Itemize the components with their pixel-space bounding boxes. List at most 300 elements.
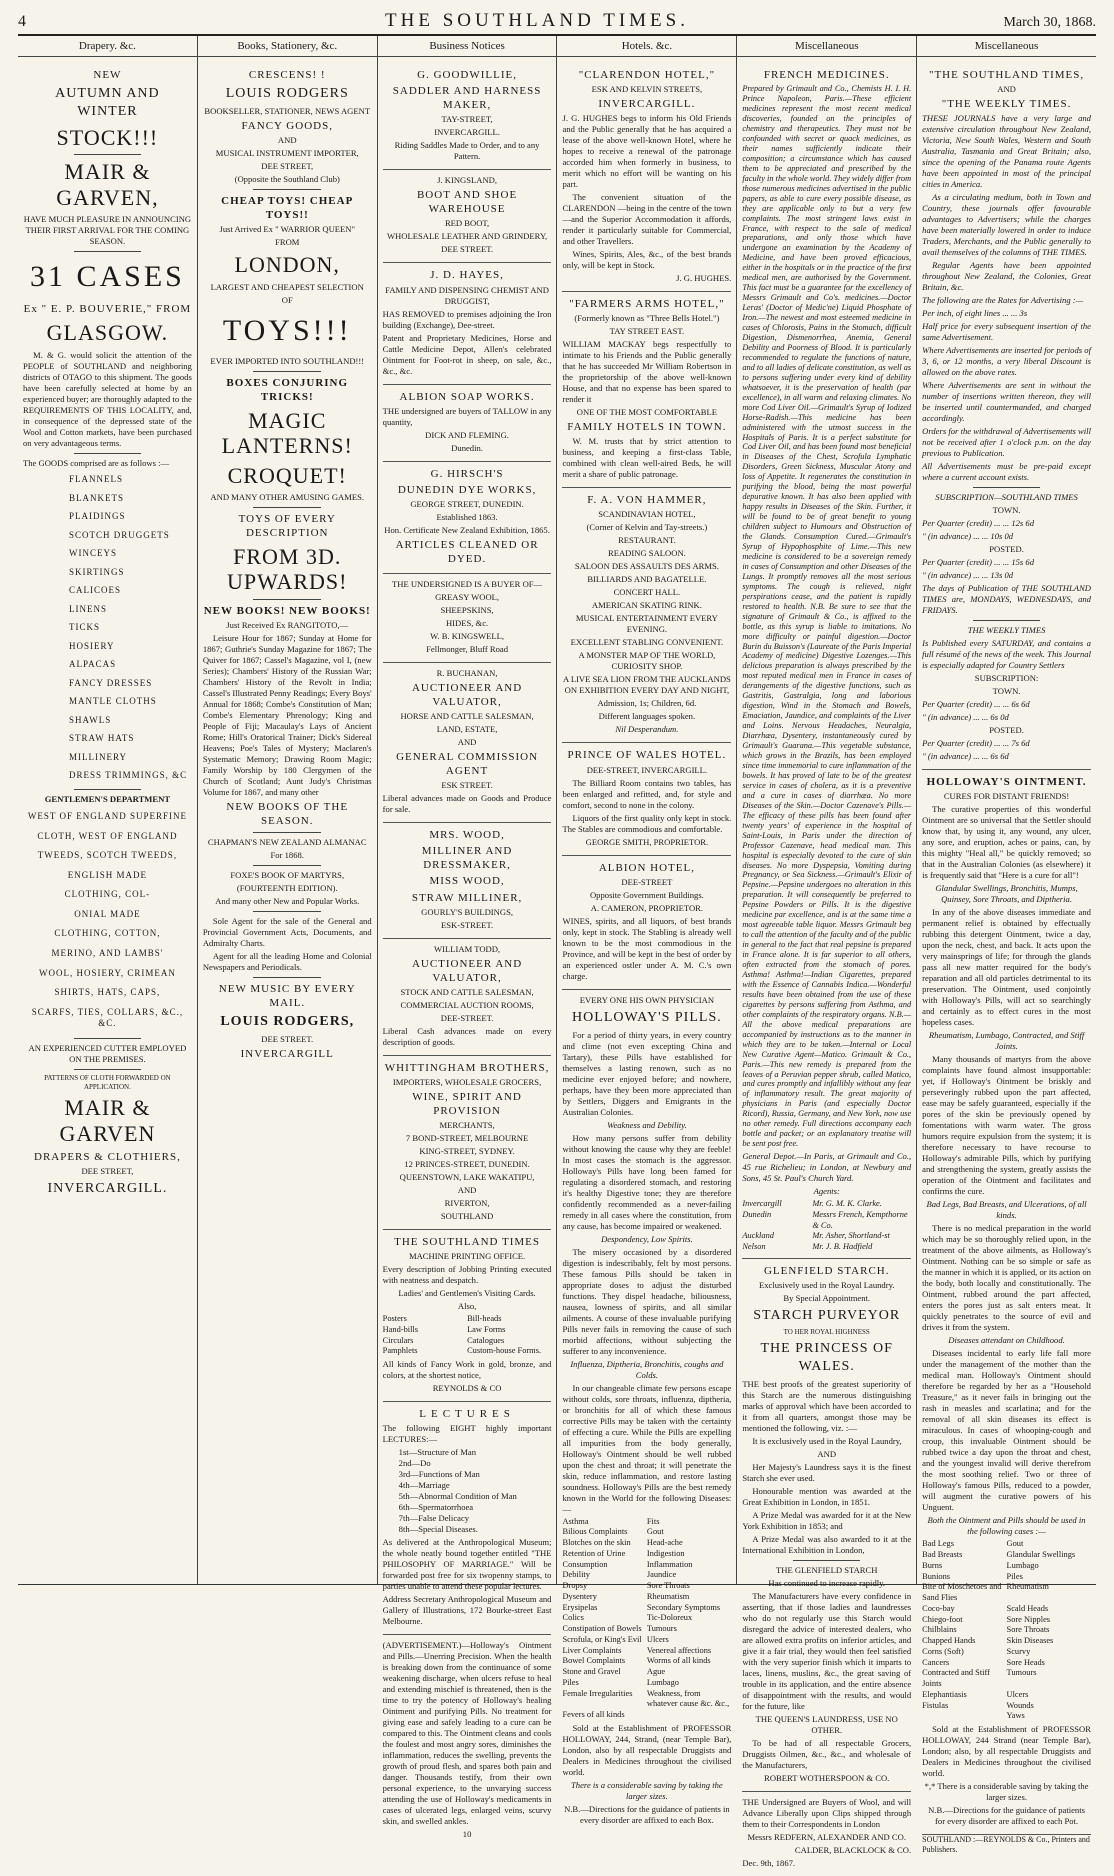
list-item: Custom-house Forms. (467, 1346, 542, 1356)
list-item: 8th—Special Diseases. (398, 1524, 478, 1535)
ad-text: HORSE AND CATTLE SALESMAN, (400, 711, 534, 722)
ad-body: As delivered at the Anthropological Museum; the whole neatly bound together entitled "THE PHILOSOPHY OF MARRIAGE." Will be forwarded post free for six twopenny stamps, to parties unable to attend these popular lectures. (382, 1537, 552, 1592)
list-item: Scurvy (1006, 1646, 1031, 1656)
agents-table (742, 1199, 911, 1253)
ad-text: KING-STREET, SYDNEY. (419, 1146, 515, 1157)
ad-body: Per inch, of eight lines ... ... 3s (922, 308, 1028, 319)
list-item: Law Forms (467, 1324, 506, 1334)
list-item: Cancers (922, 1657, 950, 1667)
ad-headline: WHITTINGHAM BROTHERS, (384, 1061, 550, 1074)
louis-rodgers-ad (203, 63, 372, 1068)
ad-text: ESK-STREET. (441, 919, 494, 930)
ad-body: It is exclusively used in the Royal Laundry, (752, 1435, 902, 1446)
ad-body: Sole Agent for the sale of the General and Provincial Government Acts, Documents, and Admiralty Charts. (202, 916, 372, 949)
ad-text: GEORGE STREET, DUNEDIN. (410, 498, 524, 509)
divider (74, 453, 142, 454)
ad-text: Fellmonger, Bluff Road (426, 643, 508, 654)
ad-headline: 31 CASES (29, 259, 185, 293)
divider (253, 189, 321, 190)
todd-ad (383, 939, 552, 1056)
ad-body: A Prize Medal was awarded for it at the New York Exhibition in 1853; and (742, 1509, 912, 1531)
newspaper-title: THE SOUTHLAND TIMES. (385, 10, 689, 31)
wood-ad (383, 823, 552, 938)
ad-text: Admission, 1s; Children, 6d. (597, 698, 697, 709)
ad-text: INVERCARGILL. (598, 98, 696, 111)
ad-text: EVERY ONE HIS OWN PHYSICIAN (579, 994, 715, 1005)
ad-body: WILLIAM MACKAY begs respectfully to intimate to his Friends and the Public generally that he has succeeded Mr William Robertson in the proprietorship of the above well-known House, and that no expense has been spared to render it (562, 339, 732, 405)
ad-headline: "THE SOUTHLAND TIMES, (928, 69, 1085, 82)
ad-text: Riding Saddles Made to Order, and to any Pattern. (394, 140, 540, 162)
list-item: Ulcers (646, 1634, 669, 1644)
ad-headline: HOLLOWAY'S PILLS. (572, 1009, 722, 1025)
list-item: Sore Throats (646, 1581, 690, 1591)
ad-text: AN EXPERIENCED CUTTER EMPLOYED ON THE PREMISES. (28, 1042, 187, 1064)
ad-text: SOUTHLAND (440, 1211, 494, 1222)
holloways-pills-ad (562, 990, 731, 1833)
list-item: Pamphlets (382, 1346, 418, 1356)
ad-text: RESTAURANT. (618, 535, 676, 546)
divider (253, 865, 321, 866)
ad-headline: CROQUET! (227, 462, 347, 488)
column-heading: Drapery. &c. (18, 36, 197, 57)
ad-text: For 1868. (270, 850, 304, 861)
mair-garven-ad (23, 63, 192, 1206)
ad-text: AND MANY OTHER AMUSING GAMES. (210, 492, 365, 503)
list-item: HOSIERY (69, 640, 115, 651)
ad-text: IMPORTERS, WHOLESALE GROCERS, (392, 1076, 542, 1087)
list-item: Bowel Complaints (562, 1656, 626, 1666)
list-item: DRESS TRIMMINGS, &C (69, 770, 188, 781)
list-item: CLOTHING, COTTON, (54, 928, 161, 939)
ad-text: DEE-STREET (621, 876, 673, 887)
column-drapery (18, 36, 198, 1584)
column-heading: Miscellaneous (917, 36, 1096, 57)
ad-text: ROBERT WOTHERSPOON & CO. (764, 1772, 890, 1783)
rate-line: " (in advance) ... ... 6s 0d (922, 712, 1009, 723)
ad-body: Wines, Spirits, Ales, &c., of the best brands only, will be kept in Stock. (562, 249, 732, 271)
agent-name: Mr. Asher, Shortland-st (812, 1231, 890, 1241)
list-item: PLAIDINGS (69, 511, 126, 522)
ad-text: POSTED. (989, 544, 1024, 555)
ad-headline: F. A. VON HAMMER, (587, 494, 707, 507)
ad-text: COMMERCIAL AUCTION ROOMS, (400, 999, 534, 1010)
list-item: WEST OF ENGLAND SUPERFINE (27, 811, 187, 822)
ad-text: Dec. 9th, 1867. (742, 1857, 796, 1868)
list-item: Constipation of Bowels (562, 1624, 642, 1634)
ad-text: MILLINER AND DRESSMAKER, (421, 845, 513, 872)
ad-text: ESK AND KELVIN STREETS, (591, 84, 703, 95)
list-item: Ulcers (1006, 1689, 1029, 1699)
list-item: Worms of all kinds (646, 1656, 711, 1666)
ad-text: Different languages spoken. (598, 711, 696, 722)
ad-text: INVERCARGILL. (47, 1181, 168, 1197)
ad-body: The curative properties of this wonderful Ointment are so universal that the Settler should know that, by using it, any wound, any ulcer, any sore, and eruption, aches or pains, can, by this mighty "Heal all," be quickly removed; so that in the Australian Colonies (as elsewhere) it is frequently said that "Here is a cure for all"! (922, 804, 1091, 881)
ad-text: (FOURTEENTH EDITION). (236, 883, 338, 894)
ad-headline: THE SOUTHLAND TIMES (394, 1236, 541, 1249)
ad-body: Many thousands of martyrs from the above complaints have found almost insupportable: yet, if Holloway's Ointment be briskly and perseveringly rubbed upon the part affected, ease may be safely guaranteed, especially if the pores of the skin be previously opened by fomentations with warm water. The gross humors require expulsion from the system; it is therefore necessary to have recourse to Holloway's admirable Pills, which by purifying and strengthening the system, greatly assists the operation of the Ointment and facilitates and confirms the cure. (922, 1054, 1091, 1197)
ad-body: Prepared by Grimault and Co., Chemists H. I. H. Prince Napoleon, Paris.—These efficient medicines represent the most recent medical discoveries, founded on the principles of chemistry and therapeutics. They must not be confounded with secret or quack medicines, as their names sufficiently indicate their composition; a circumstance which has caused them to be appreciated and prescribed by the faculty in the whole world. They widely differ from those numerous medicines advertised in the public papers, as able to cure every possible disease, as they are applicable only to but a very few complaints. The most stringent laws exist in France, with respect to the sale of medical preparations, and only those which have undergone an examination by the Academy of Medicine, and have been proved efficacious, either in the hospitals or in the practice of the first medical men, are authorised by the Government. This fact must be a guarantee for the excellency of Messrs Grimault and Co's. medicines.—Doctor Leras' (Doctor of Medic'ne) Liquid Phosphate of Iron.—The newest and most esteemed medicine in cases of Chlorosis, Pains in the Stomach, difficult Digestion, Dismenorrhea, Anemia, General Debility and Poorness of Blood. It is particularly recommended to regulate the functions of nature, and to all ladies of delicate constitution, as well as to persons suffering under every kind of debility whatsoever, it is the preservation of health (par excellence), in all warm and relaxing climates. No more Cod Liver Oil.—Grimault's Syrup of Iodized Horse-Radish.—This medicine has been administered with the utmost success in the Hospitals of Paris. It is a perfect substitute for Cod Liver Oil, and has been found most beneficial in Diseases of the Chest, Scrofula Lymphatic Disorders, Green Sickness, Muscular Atony and loss of Appetite. It regenerates the constitution in purifying the blood, being the most powerful depurative known. It has also been applied with happy results in Diseases of the Skin. Further, it will be found to be of great benefit to young children subject to Humours and Obstruction of the Glands. Consumption Cured.—Grimault's Syrup of Hypophosphite of Lime.—This new medicine is considered to be a sovereign remedy in cases of Consumption and other Diseases of the Lungs. It promptly removes all the most serious symptoms. The cough is relieved, night perspirations cease, and the patient is rapidly restored to health. N.B. Be sure to see that the signature of Grimault & Co., is affixed to the bottle, as this syrup is liable to imitations. No more difficulty or painful digestion.—Doctor Burin du Buisson's (Laureate of the Paris Imperial Academy of medicine) Digestive Lozenges.—This delicious preparation is always prescribed by the most reputed medical men in France in cases of derangements of the digestive functions, such as Gastritis, Gastralgia, long and laborious digestion, Wind in the Stomach and Bowels, Emaciation, Jaundice, and complaints of the Liver and Loins. Nervous Headaches, Neuralgia, Diarrhæa, Dysentery, instantaneously cured by Grimault's Guarana.—This vegetable substance, which grows in the Brazils, has been employed since time immemorial to cure inflammation of the bowels. It has proved of late to be of the greatest service in cases of cholera, as it is a preventive and a cure in cases of diarrhæa. No more Diseases of the Skin.—Doctor Cazenave's Pills.—The efficacy of these pills has been found after twenty years' of experience in the hospital of Saint-Louis, in Paris under the direction of Professor Cazenave, head medical man. This hospital is especially devoted to the cure of skin diseases. No more Dyspepsia, Vomiting during Pregnancy, or Sea Sickness.—Grimault's Elixir of Pepsine.—Pepsine undergoes no alteration in this preparation. It will consequently be preferred to Pepsine Powders or Pills. It is the digestive medicine par excellence, and is at the same time a most agreeable table liquor. Messrs Grimault beg to call the attention of the faculty and of the public in general to the fact that real pepsine is prepared in France alone. It is far superior to all others, often extracted from the stomach of pores. Asthma! Asthma!—Indian Cigarettes, prepared with the Essence of Cannabis Indica.—Wonderful results have been obtained from the use of these cigarettes by persons suffering from Asthma, and other complaints of the respiratory organs. N.B.—All the above medical preparations are accompanied by instructions as to the manner in which they are to be taken.—Internal or Local New Curative Agent—Matico. Grimault & Co., Paris.—This new remedy is prepared from the leaves of a Peruvian pepper shrub, called Matico, and cures promptly and infallibly without any fear of inflammatory result. The great majority of physicians in Paris (and especially Doctor Ricord), Russia, Germany, and New York, now use no other remedy. Full directions accompany each bottle and packet; or an explanatory treatise will be sent post free. (742, 84, 912, 1149)
ad-body: The convenient situation of the CLARENDON —being in the centre of the town—and the Superior Accommodation it affords, render it particularly suitable for Commercial, and other Travellers. (562, 192, 732, 247)
ad-text: SADDLER AND HARNESS MAKER, (392, 85, 542, 112)
list-item: Wounds (1006, 1700, 1034, 1710)
ad-body: Every description of Jobbing Printing executed with neatness and despatch. (382, 1264, 552, 1286)
ad-text: AND (457, 737, 477, 748)
ad-body: The following EIGHT highly important LECTURES:— (382, 1423, 552, 1445)
list-item: WINCEYS (69, 548, 117, 559)
ad-headline: G. HIRSCH'S (430, 467, 504, 480)
ad-text: AMERICAN SKATING RINK. (591, 600, 702, 611)
list-item (922, 1711, 1006, 1722)
ad-text: Established 1863. (436, 511, 498, 522)
ad-text: AND (457, 1185, 477, 1196)
column-heading: Miscellaneous (737, 36, 916, 57)
ad-text: There is a considerable saving by taking the larger sizes. (571, 1779, 723, 1801)
gents-list (23, 807, 192, 1033)
diseases-grid (562, 1517, 731, 1721)
ad-text: AUCTIONEER AND VALUATOR, (411, 681, 523, 709)
ad-text: DEE-STREET. (440, 1012, 494, 1023)
list-item: Hand-bills (382, 1324, 419, 1334)
ad-text: BOOT AND SHOE WAREHOUSE (416, 189, 518, 216)
page-number: 4 (18, 13, 26, 30)
column-heading: Books, Stationery, &c. (198, 36, 377, 57)
ad-text: SCANDINAVIAN HOTEL, (598, 509, 696, 520)
ad-subhead: SUBSCRIPTION—SOUTHLAND TIMES (935, 492, 1078, 503)
list-item: SKIRTINGS (69, 566, 125, 577)
column-hotels (557, 36, 737, 1825)
ad-text: THE UNDERSIGNED IS A BUYER OF— (391, 578, 543, 589)
ad-text: N.B.—Directions for the guidance of patients for every disorder are affixed to each Pot. (928, 1805, 1085, 1827)
list-item: 1st—Structure of Man (398, 1447, 476, 1458)
ad-text: POSTED. (989, 725, 1024, 736)
ad-headline: BOXES CONJURING TRICKS! (226, 376, 349, 404)
list-item: WOOL, HOSIERY, CRIMEAN (38, 967, 176, 978)
ad-text: MUSICAL ENTERTAINMENT EVERY EVENING. (575, 613, 718, 635)
agent-name: Messrs French, Kempthorne & Co. (812, 1209, 908, 1230)
ad-headline: G. GOODWILLIE, (417, 69, 517, 82)
list-item: Bite of Moschetoes and Sand Flies (922, 1582, 1002, 1603)
column-misc-1 (737, 36, 917, 1868)
ad-body: In our changeable climate few persons escape without colds, sore throats, influenza, diptheria, or bronchitis for all of which these famous corrective Pills may be taken with the certainty of effecting a cure. While the Pills are expelling all impurities from the body generally, Holloway's Ointment should be well rubbed upon the chest and throat; it will penetrate the skin, reduce inflammation, and restore lasting soundness. Holloway's Pills are the best remedy known in the World for the following Diseases:— (562, 1382, 732, 1514)
ad-text: AND (997, 84, 1016, 95)
list-item: Jaundice (646, 1570, 677, 1580)
ad-headline: PRINCE OF WALES HOTEL. (567, 749, 727, 762)
ad-body: The days of Publication of THE SOUTHLAND TIMES are, MONDAYS, WEDNESDAYS, and FRIDAYS. (922, 583, 1091, 616)
ad-subhead: Influenza, Diptheria, Bronchitis, coughs and Colds. (570, 1358, 724, 1380)
rate-line: Per Quarter (credit) ... ... 15s 6d (922, 557, 1035, 568)
list-item: Lumbago (1006, 1560, 1039, 1570)
ad-text: RIVERTON, (444, 1198, 490, 1209)
ad-body: The Billiard Room contains two tables, has been enlarged and refitted, and, for style and comfort, second to none in the colony. (562, 777, 732, 810)
ad-text: DICK AND FLEMING. (425, 429, 509, 440)
ad-text: (Formerly known as "Three Bells Hotel.") (574, 313, 720, 324)
ad-text: TOYS OF EVERY DESCRIPTION (238, 513, 336, 540)
ad-body: Half price for every subsequent insertion of the same Advertisement. (922, 321, 1091, 343)
list-item: Chapped Hands (922, 1636, 976, 1646)
list-item: Sore Nipples (1006, 1614, 1051, 1624)
divider (253, 911, 321, 912)
divider (253, 371, 321, 372)
list-item: Chiego-foot (922, 1614, 963, 1624)
ad-headline: GLASGOW. (46, 320, 169, 346)
ad-text: Nil Desperandum. (615, 724, 679, 735)
list-item: Dropsy (562, 1581, 588, 1591)
ad-text: TAY-STREET, (441, 114, 493, 125)
list-item: MANTLE CLOTHS (69, 696, 157, 707)
list-item: SCOTCH DRUGGETS (69, 529, 170, 540)
ad-headline: J. D. HAYES, (430, 269, 504, 282)
ad-body: All kinds of Fancy Work in gold, bronze, and colors, at the shortest notice, (382, 1359, 552, 1381)
ad-body: THESE JOURNALS have a very large and extensive circulation throughout New Zealand, Victoria, New South Wales, Western and South Australia, Tasmania and Great Britain; also, since the opening of the Panama route Agents have been appointed in most of the principal cities in America. (922, 113, 1091, 190)
print-types-grid (383, 1314, 552, 1357)
ad-text: STRAW MILLINER, (411, 891, 523, 904)
list-item: Ague (646, 1667, 666, 1677)
list-item: TWEEDS, SCOTCH TWEEDS, (37, 850, 178, 861)
ad-text: Messrs REDFERN, ALEXANDER AND CO. (747, 1831, 906, 1842)
issue-date: March 30, 1868. (1003, 15, 1096, 30)
agent-town: Dunedin (742, 1209, 772, 1219)
ad-headline: "THE WEEKLY TIMES. (941, 98, 1072, 111)
ad-body: In any of the above diseases immediate and permanent relief is obtained by effectually rubbing this detergent Ointment, twice a day, upon the neck, chest, and back. It acts upon the very mainsprings of life; for through the glands pass all new matter required for the body's reparation and all old particles detrimental to its preservation. The Ointment, used conjointly with Holloway's Pills, will act so searchingly and certainly as to effect cures in the most hopeless cases. (922, 907, 1091, 1028)
column-heading: Business Notices (378, 36, 557, 57)
ad-headline: LOUIS RODGERS, (220, 1014, 355, 1030)
goods-list (23, 471, 192, 786)
ad-headline: THE PRINCESS OF WALES. (760, 1340, 893, 1374)
list-item: Scald Heads (1006, 1603, 1049, 1613)
ad-text: Hon. Certificate New Zealand Exhibition, 1865. (384, 524, 550, 535)
ad-body: THE Undersigned are Buyers of Wool, and will Advance Liberally upon Clips shipped through them to their Correspondents in London (742, 1796, 912, 1829)
ad-text: FANCY GOODS, (241, 120, 333, 133)
ad-text: J. G. HUGHES. (676, 273, 732, 284)
list-item: Tumours (1006, 1668, 1037, 1678)
albion-soap-ad (383, 385, 552, 462)
ad-headline: LECTURES (419, 1408, 515, 1421)
agent-town: Nelson (742, 1242, 766, 1252)
ad-headline: CHEAP TOYS! CHEAP TOYS!! (221, 195, 354, 222)
wool-buyers-ad (742, 1792, 911, 1876)
ad-headline: NEW BOOKS! NEW BOOKS! (203, 604, 371, 617)
list-item: Venereal affections (646, 1645, 712, 1655)
ad-body: Diseases incidental to early life fall more under the management of the mother than the medical man. Holloway's Ointment should therefore be regarded by her as a "Household Treasure," as it never fails in bringing out the rash in measles and scarlatina; and for the removal of all skin diseases its effect is miraculous. In cases of whooping-cough and croup, this invaluable Ointment should be rubbed twice a day upon the throat and chest, and the youngest invalid will derive therefrom the most soothing relief. Two or three of Holloway's famous Pills, reduced to a powder, will augment the curative powers of his Unguent. (922, 1348, 1091, 1513)
columns (18, 36, 1096, 1868)
list-item: Burns (922, 1560, 943, 1570)
ad-text: FAMILY AND DISPENSING CHEMIST AND DRUGGIST, (385, 284, 549, 306)
ad-body: Sold at the Establishment of PROFESSOR HOLLOWAY, 244, Strand, (near Temple Bar), London, also by all respectable Druggists and Dealers in Medicines throughout the civilised world. (562, 1722, 732, 1777)
list-item: ENGLISH MADE (67, 869, 148, 880)
ad-body: Where Advertisements are sent in without the number of insertions written thereon, they will be inserted until countermanded, and charged accordingly. (922, 380, 1091, 424)
list-item: Gout (646, 1527, 664, 1537)
ad-text: *,* There is a considerable saving by taking the larger sizes. (924, 1781, 1089, 1803)
ad-body: The misery occasioned by a disordered digestion is indescribably, felt by most persons. These famous Pills should be taken in appropriate doses to adjust the disturbed functions. They dispel headache, biliousness, nausea, lowness of spirits, and all similar ailments. A course of these invaluable purifying Pills never fails in removing the cause of such morbid affections, without subjecting the sufferer to any inconvenience. (562, 1246, 732, 1356)
rate-line: " (in advance) ... ... 10s 0d (922, 531, 1014, 542)
ad-text: DEE-STREET, INVERCARGILL. (586, 764, 708, 775)
list-item: Bad Breasts (922, 1550, 963, 1560)
farmers-arms-ad (562, 292, 731, 488)
prince-of-wales-hotel-ad (562, 743, 731, 855)
ad-text: DEE STREET. (441, 244, 493, 255)
ad-text: PATTERNS OF CLOTH FORWARDED ON APPLICATION. (44, 1073, 171, 1091)
ad-text: TO HER ROYAL HIGHNESS (783, 1327, 870, 1336)
ad-body: Liberal advances made on Goods and Produce for sale. (382, 793, 552, 815)
ad-headline: MAIR & GARVEN, (56, 159, 159, 210)
list-item: Head-ache (646, 1538, 683, 1548)
list-item: Fits (646, 1516, 660, 1526)
list-item: Rheumatism (1006, 1582, 1049, 1592)
list-item: Dysentery (562, 1591, 597, 1601)
ad-text: SUBSCRIPTION: (974, 673, 1039, 684)
agent-town: Auckland (742, 1231, 774, 1241)
ad-text: Ex " E. P. BOUVERIE," FROM (23, 303, 192, 316)
ad-body: To be had of all respectable Grocers, Druggists Oilmen, &c., &c., and wholesale of the Manufacturers, (742, 1737, 912, 1770)
ad-subhead: Both the Ointment and Pills should be used in the following cases :— (927, 1515, 1086, 1537)
goodwillie-ad (383, 63, 552, 170)
ad-text: Just Received Ex RANGITOTO,— (226, 619, 349, 630)
list-item: STRAW HATS (69, 733, 135, 744)
divider (253, 977, 321, 978)
ad-body: The following are the Rates for Advertising :— (922, 295, 1084, 306)
divider (253, 832, 321, 833)
ad-text: LAND, ESTATE, (436, 724, 498, 735)
printing-office-ad (383, 1230, 552, 1402)
list-item: Retention of Urine (562, 1548, 626, 1558)
ad-text: STOCK AND CATTLE SALESMAN, (400, 986, 534, 997)
list-item: Liver Complaints (562, 1645, 622, 1655)
holloway-notice (383, 1635, 552, 1847)
ad-subhead: Bad Legs, Bad Breasts, and Ulcerations, of all kinds. (926, 1199, 1087, 1221)
ad-body: General Depot.—In Paris, at Grimault and Co., 45 rue Richelieu; in London, at Newbury and Sons, 45 St. Paul's Church Yard. (742, 1151, 912, 1184)
ad-text: TAY STREET EAST. (609, 326, 685, 337)
ad-text: SHEEPSKINS, (440, 604, 494, 615)
ad-text: Dunedin. (451, 442, 483, 453)
ad-body: Address Secretary Anthropological Museum and Gallery of Illustrations, 172 Bourke-street East Melbourne. (382, 1594, 552, 1627)
ad-text: Agents: (813, 1186, 840, 1197)
ad-text: DEE STREET. (261, 1034, 314, 1045)
ad-text: CHAPMAN'S NEW ZEALAND ALMANAC (207, 837, 367, 848)
list-item: Tic-Doloreux (646, 1613, 693, 1623)
list-item: 5th—Abnormal Condition of Man (398, 1491, 517, 1502)
ad-headline: R. BUCHANAN, (436, 667, 498, 678)
column-heading: Hotels. &c. (557, 36, 736, 57)
list-item: Contracted and Stiff Joints (922, 1668, 990, 1689)
list-item: Asthma (562, 1516, 589, 1526)
list-item: 4th—Marriage (398, 1480, 450, 1491)
ad-headline: THE GLENFIELD STARCH (775, 1564, 878, 1575)
ad-body: Is Published every SATURDAY, and contains a full résumé of the news of the week. This Journal is especially adapted for Country Settlers (922, 638, 1091, 671)
list-item: SHAWLS (69, 714, 112, 725)
ad-text: Exclusively used in the Royal Laundry. (758, 1279, 895, 1290)
ad-body: Liberal Cash advances made on every description of goods. (382, 1025, 552, 1047)
ad-text: ARTICLES CLEANED OR DYED. (395, 538, 539, 565)
ad-subhead: Glandular Swellings, Bronchitis, Mumps, Quinsey, Sore Throats, and Diptheria. (935, 883, 1078, 905)
ad-text: DUNEDIN DYE WORKS, (397, 483, 537, 496)
ad-text: N.B.—Directions for the guidance of patients in every disorder are affixed to each Box. (564, 1803, 730, 1825)
masthead (18, 10, 1096, 36)
ad-text: BILLIARDS AND BAGATELLE. (587, 574, 707, 585)
rate-line: " (in advance) ... ... 13s 0d (922, 570, 1014, 581)
ad-body: A Prize Medal was also awarded to it at the International Exhibition in London, (742, 1533, 912, 1555)
ad-body: Liquors of the first quality only kept in stock. The Stables are commodious and comfortable. (562, 812, 732, 834)
ad-text: 7 BOND-STREET, MELBOURNE (405, 1133, 529, 1144)
list-item: Erysipelas (562, 1602, 598, 1612)
french-medicines-ad (742, 63, 911, 1259)
ad-text: LARGEST AND CHEAPEST SELECTION (210, 281, 364, 292)
southland-times-terms (922, 63, 1091, 770)
ad-text: FROM (275, 237, 300, 248)
ad-text: (Corner of Kelvin and Tay-streets.) (586, 522, 708, 533)
ad-text: NEW (93, 69, 122, 82)
ad-headline: ALBION SOAP WORKS. (399, 390, 535, 403)
whittingham-ad (383, 1056, 552, 1230)
ad-text: GOURLY'S BUILDINGS, (421, 906, 514, 917)
list-item: CALICOES (69, 585, 122, 596)
cases-grid (922, 1539, 1091, 1722)
ad-body: There is no medical preparation in the world which may be so thoroughly relied upon, in the treatment of the above ailments, as Holloway's Ointment. Nothing can be so simple or safe as the manner in which it is applied, or its action on the body, both locally and constitutionally. The Ointment, rubbed around the part affected, enters the pores just as salt enters meat. It quickly penetrates to the source of evil and drives it from the system. (922, 1223, 1091, 1333)
ad-text: 12 PRINCES-STREET, DUNEDIN. (404, 1159, 530, 1170)
ad-headline: GLENFIELD STARCH. (763, 1264, 890, 1277)
ad-body: As a circulating medium, both in Town and Country, these journals offer favourable advantages to Advertisers; while the charges have been materially lowered in order to induce Traders, Merchants, and the Public generally to avail themselves of the columns of THE TIMES. (922, 192, 1091, 258)
ad-body: Agent for all the leading Home and Colonial Newspapers and Periodicals. (202, 951, 372, 973)
list-item: LINENS (69, 603, 107, 614)
ad-body: W. M. trusts that by strict attention to business, and keeping a first-class Table, combined with clean well-aired Beds, he will merit a share of public patronage. (562, 436, 732, 480)
list-item: CLOTH, WEST OF ENGLAND (37, 830, 178, 841)
ad-body: THE undersigned are buyers of TALLOW in any quantity, (382, 405, 552, 427)
list-item: SCARFS, TIES, COLLARS, &C., &C. (31, 1006, 184, 1029)
ad-text: DEE STREET, (81, 1166, 134, 1177)
ad-body: HAS REMOVED to premises adjoining the Iron building (Exchange), Dee-street. (382, 308, 552, 330)
list-item: Fistulas (922, 1700, 949, 1710)
list-item: MERINO, AND LAMBS' (51, 948, 164, 958)
ad-text: TOWN. (992, 505, 1021, 516)
list-item: Debility (562, 1570, 590, 1580)
ad-text: EVER IMPORTED INTO SOUTHLAND!!! (210, 355, 365, 366)
list-item: Bunions (922, 1571, 951, 1581)
holloways-ointment-ad (922, 770, 1091, 1835)
ad-text: AUTUMN AND WINTER (55, 86, 160, 120)
list-item: Skin Diseases (1006, 1636, 1054, 1646)
ad-headline: WILLIAM TODD, (434, 943, 501, 954)
ad-subhead: Diseases attendant on Childhood. (948, 1335, 1065, 1346)
list-item: Elephantiasis (922, 1689, 967, 1699)
kingswell-ad (383, 574, 552, 663)
ad-text: GEORGE SMITH, PROPRIETOR. (585, 836, 709, 847)
ad-text: A MONSTER MAP OF THE WORLD, CURIOSITY SHOP. (578, 650, 716, 672)
ad-body: Regular Agents have been appointed throughout New Zealand, the Colonies, Great Britain, &c. (922, 260, 1091, 293)
ad-text: INVERCARGILL. (434, 127, 500, 138)
ad-headline: LOUIS RODGERS (225, 86, 349, 102)
ad-body: Leisure Hour for 1867; Sunday at Home for 1867; Guthrie's Sunday Magazine for 1867; The Quiver for 1867; Cassel's Magazine, vol I, (new Series); Chambers' History of the Russian War; Chambers' History of the Revolt in India; Cassel's Illustrated Penny Readings; Every Boys' Annual for 1868; Combe's Constitution of Man; Combe's Elementary Phrenology; King and People of Fiji; Macaulay's Lays of Ancient Rome; Hill's Oratorical Trainer; Dick's Sidereal Heavens; Poe's Tales of Mystery; Maclaren's Systematic Memory; Drawing Room Magic; Family Worship by 180 Clergymen of the Church of Scotland; Aunt Judy's Christmas Volume for 1867, and many other (202, 632, 372, 797)
list-item: Coco-bay (922, 1603, 955, 1613)
agent-name: Mr. G. M. K. Clarke. (812, 1199, 882, 1209)
agent-town: Invercargill (742, 1199, 782, 1209)
list-item: ALPACAS (69, 659, 117, 670)
lectures-list (383, 1447, 552, 1535)
ad-text: 10 (462, 1829, 472, 1840)
ad-text: TOWN. (992, 686, 1021, 697)
ad-text: OF (281, 294, 293, 305)
ad-text: MISS WOOD, (429, 875, 505, 888)
ad-text: Ladies' and Gentlemen's Visiting Cards. (398, 1288, 536, 1299)
ad-text: W. B. KINGSWELL, (430, 630, 505, 641)
list-item: Piles (562, 1677, 579, 1687)
ad-text: CALDER, BLACKLOCK & CO. (794, 1844, 912, 1855)
list-item: MILLINERY (69, 751, 127, 762)
divider (74, 251, 142, 252)
list-item: Glandular Swellings (1006, 1550, 1076, 1560)
ad-text: RED BOOT, (444, 218, 490, 229)
list-item: 7th—False Delicacy (398, 1513, 470, 1524)
albion-hotel-ad (562, 856, 731, 990)
list-item: CLOTHING, COL- (64, 889, 151, 900)
